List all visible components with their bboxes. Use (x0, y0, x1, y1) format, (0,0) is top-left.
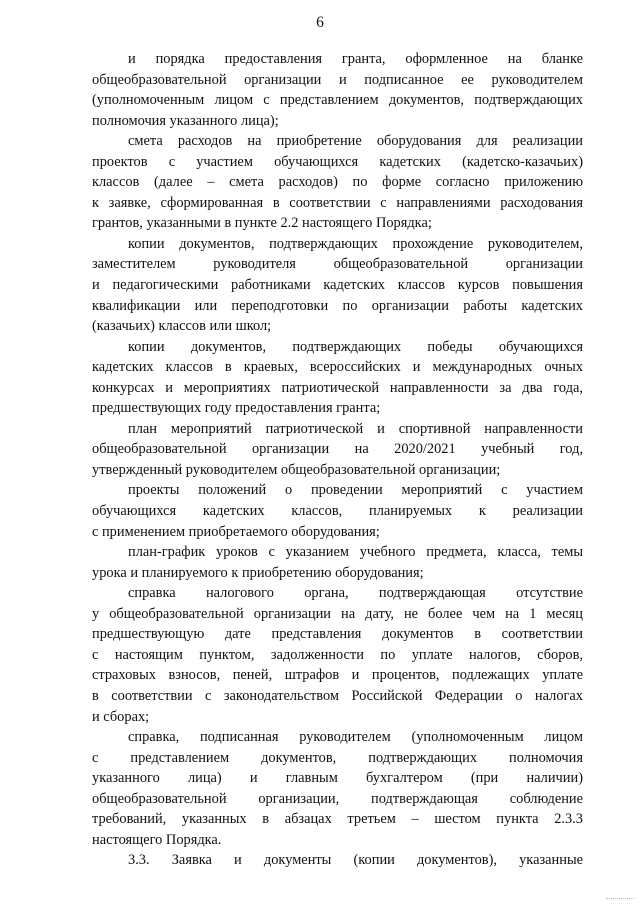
text-line: проектов с участием обучающихся кадетских (кадетско-казачьих) (92, 153, 583, 170)
text-line: общеобразовательной организации, подтверждающая соблюдение (92, 790, 583, 807)
text-line: смета расходов на приобретение оборудования для реализации (128, 133, 583, 150)
text-line: требований, указанных в абзацах третьем – шестом пункта 2.3.3 (92, 811, 583, 828)
text-line: с применением приобретаемого оборудования; (92, 523, 380, 540)
text-line: и порядка предоставления гранта, оформленное на бланке (128, 51, 583, 67)
text-line: проекты положений о проведении мероприятий с участием (128, 482, 583, 499)
text-line: общеобразовательной организации на 2020/2021 учебный год, (92, 441, 583, 458)
text-line: обучающихся кадетских классов, планируемых к реализации (92, 503, 583, 520)
text-line: в соответствии с законодательством Российской Федерации о налогах (92, 687, 583, 704)
paragraph-p4 (92, 337, 583, 419)
paragraph-p10 (92, 850, 583, 871)
text-line: указанного лица) и главным бухгалтером (при наличии) (92, 770, 583, 787)
text-line: кадетских классов в краевых, всероссийских и международных очных (92, 359, 583, 376)
text-line: у общеобразовательной организации на дату, не более чем на 1 месяц (92, 605, 583, 622)
text-line: урока и планируемого к приобретению оборудования; (92, 564, 424, 581)
text-line: предшествующих году предоставления гранта; (92, 400, 381, 417)
text-line: страховых взносов, пеней, штрафов и процентов, подлежащих уплате (92, 667, 583, 684)
text-line: план мероприятий патриотической и спортивной направленности (128, 420, 583, 437)
paragraph-p7 (92, 542, 583, 583)
paragraph-p5 (92, 419, 583, 481)
text-line: утвержденный руководителем общеобразовательной организации; (92, 461, 501, 478)
text-line: предшествующую дате представления документов в соответствии (92, 626, 583, 643)
text-line: справка налогового органа, подтверждающая отсутствие (128, 585, 583, 602)
paragraph-p2 (92, 131, 583, 234)
scan-artifact (606, 898, 634, 901)
text-line: с настоящим пунктом, задолженности по уплате налогов, сборов, (92, 646, 583, 663)
text-line: к заявке, сформированная в соответствии с направлениями расходования (92, 194, 583, 211)
text-line: квалификации или переподготовки по организации работы кадетских (92, 297, 583, 314)
text-line: заместителем руководителя общеобразовательной организации (92, 256, 583, 273)
text-line: общеобразовательной организации и подписанное ее руководителем (92, 71, 583, 88)
text-line: план-график уроков с указанием учебного предмета, класса, темы (128, 544, 583, 561)
text-line: копии документов, подтверждающих победы обучающихся (128, 338, 583, 355)
paragraph-p1 (92, 49, 583, 131)
text-line: справка, подписанная руководителем (уполномоченным лицом (128, 729, 583, 746)
text-line: (казачьих) классов или школ; (92, 318, 272, 335)
text-line: и сборах; (92, 708, 150, 725)
paragraph-p8 (92, 583, 583, 727)
text-line: копии документов, подтверждающих прохождение руководителем, (128, 235, 583, 252)
text-line: 3.3. Заявка и документы (копии документов), указанные (128, 852, 583, 869)
text-line: грантов, указанными в пункте 2.2 настоящего Порядка; (92, 215, 432, 232)
text-line: с представлением документов, подтверждающих полномочия (92, 749, 583, 766)
text-line: (уполномоченным лицом с представлением документов, подтверждающих (92, 92, 583, 109)
text-line: настоящего Порядка. (92, 831, 222, 848)
text-line: и педагогическими работниками кадетских классов курсов повышения (92, 277, 583, 294)
document-body (92, 49, 583, 871)
paragraph-p6 (92, 480, 583, 542)
paragraph-p3 (92, 234, 583, 337)
text-line: классов (далее – смета расходов) по форме согласно приложению (92, 174, 583, 191)
page-number: 6 (316, 14, 324, 31)
text-line: конкурсах и мероприятиях патриотической направленности за два года, (92, 379, 583, 396)
paragraph-p9 (92, 727, 583, 850)
text-line: полномочия указанного лица); (92, 112, 279, 129)
